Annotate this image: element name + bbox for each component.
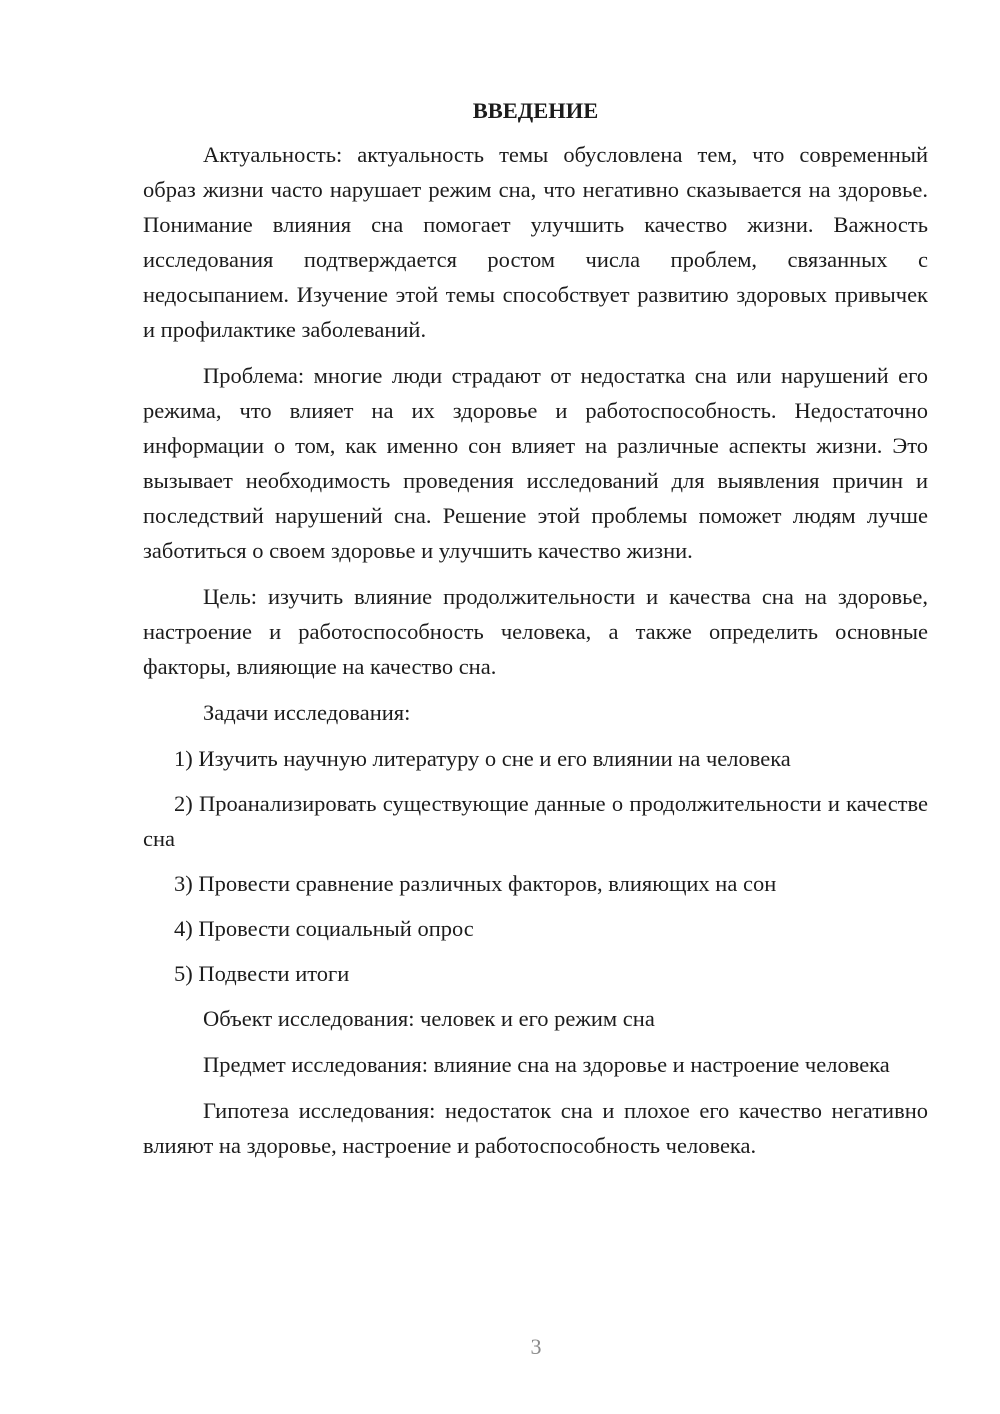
list-item: 5) Подвести итоги [174,961,350,986]
tasks-heading: Задачи исследования: [203,700,411,725]
page-content [143,93,928,1174]
goal-paragraph: Цель: изучить влияние продолжительности и качества сна на здоровье, настроение и работоспособность человека, а также определить основные факторы, влияющие на качество сна. [143,584,928,679]
problem-paragraph: Проблема: многие люди страдают от недостатка сна или нарушений его режима, что влияет на их здоровье и работоспособность. Недостаточно информации о том, как именно сон влияет на различные аспекты жизни. Это вызывает необходимость проведения исследований для выявления причин и последствий нарушений сна. Решение этой проблемы поможет людям лучше заботиться о своем здоровье и улучшить качество жизни. [143,363,928,563]
subject-paragraph: Предмет исследования: влияние сна на здоровье и настроение человека [203,1052,890,1077]
list-item: 3) Провести сравнение различных факторов, влияющих на сон [174,871,777,896]
section-title: ВВЕДЕНИЕ [472,98,599,123]
relevance-paragraph: Актуальность: актуальность темы обусловлена тем, что современный образ жизни часто нарушает режим сна, что негативно сказывается на здоровье. Понимание влияния сна помогает улучшить качество жизни. Важность исследования подтверждается ростом числа проблем, связанных с недосыпанием. Изучение этой темы способствует развитию здоровых привычек и профилактике заболеваний. [143,142,928,342]
list-item: 4) Провести социальный опрос [174,916,474,941]
hypothesis-paragraph: Гипотеза исследования: недостаток сна и плохое его качество негативно влияют на здоровье, настроение и работоспособность человека. [143,1098,928,1158]
list-item: 2) Проанализировать существующие данные о продолжительности и качестве сна [143,791,928,851]
list-item: 1) Изучить научную литературу о сне и его влиянии на человека [174,746,791,771]
page-number: 3 [530,1334,542,1359]
tasks-list [143,741,928,991]
object-paragraph: Объект исследования: человек и его режим сна [203,1006,655,1031]
